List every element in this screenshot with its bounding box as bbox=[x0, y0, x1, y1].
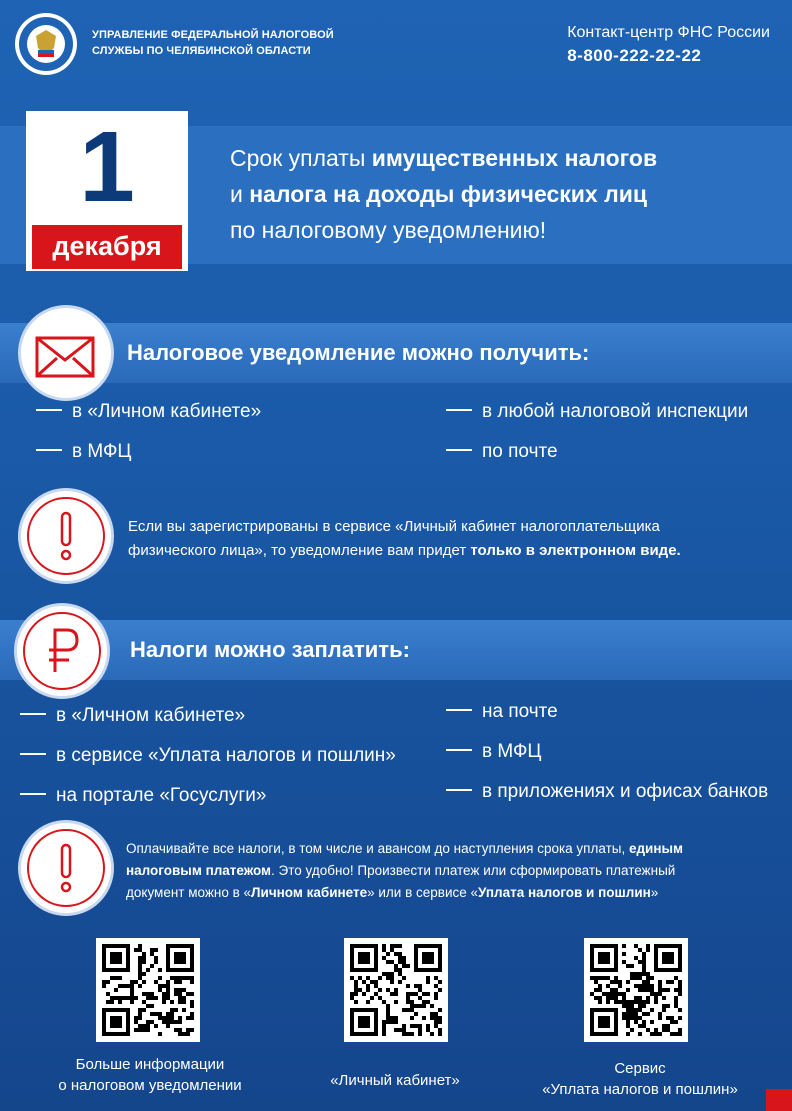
deadline-line-2 bbox=[230, 176, 657, 212]
qr-caption-line-1: «Личный кабинет» bbox=[330, 1072, 460, 1089]
notice-single-payment bbox=[126, 838, 683, 904]
deadline-line-1-prefix: Срок уплаты bbox=[230, 145, 372, 171]
qr-code-icon[interactable] bbox=[96, 938, 200, 1042]
deadline-line-2-bold: налога на доходы физических лиц bbox=[249, 181, 647, 207]
corner-accent bbox=[766, 1089, 792, 1111]
notice-2-line-3-d: Уплата налогов и пошлин bbox=[478, 885, 651, 900]
receive-list-right bbox=[446, 392, 748, 472]
list-item bbox=[20, 776, 396, 816]
fns-emblem-icon bbox=[14, 12, 78, 76]
list-item bbox=[20, 736, 396, 776]
dash-icon bbox=[446, 709, 472, 711]
list-item-label: в МФЦ bbox=[482, 741, 542, 762]
list-item-label: на почте bbox=[482, 701, 558, 722]
notice-2-line-2 bbox=[126, 860, 683, 882]
ruble-icon bbox=[14, 603, 110, 699]
qr-caption-service bbox=[520, 1058, 760, 1100]
org-line-1: УПРАВЛЕНИЕ ФЕДЕРАЛЬНОЙ НАЛОГОВОЙ bbox=[92, 29, 334, 41]
list-item-label: в «Личном кабинете» bbox=[56, 705, 246, 726]
list-item-label: в приложениях и офисах банков bbox=[482, 781, 769, 802]
list-item bbox=[446, 432, 748, 472]
dash-icon bbox=[446, 749, 472, 751]
qr-code-icon[interactable] bbox=[584, 938, 688, 1042]
qr-caption-line-1: Сервис bbox=[614, 1060, 666, 1077]
qr-caption-line-2: о налоговом уведомлении bbox=[58, 1077, 242, 1094]
org-line-2: СЛУЖБЫ ПО ЧЕЛЯБИНСКОЙ ОБЛАСТИ bbox=[92, 45, 311, 57]
deadline-line-2-prefix: и bbox=[230, 181, 250, 207]
list-item-label: на портале «Госуслуги» bbox=[56, 785, 267, 806]
notice-2-line-3-c: » или в сервисе « bbox=[367, 885, 479, 900]
receive-title: Налоговое уведомление можно получить: bbox=[127, 340, 590, 365]
notice-2-line-1 bbox=[126, 838, 683, 860]
notice-1-line-1: Если вы зарегистрированы в сервисе «Личный кабинет налогоплательщика bbox=[128, 518, 660, 535]
list-item bbox=[446, 732, 768, 772]
dash-icon bbox=[446, 409, 472, 411]
pay-title: Налоги можно заплатить: bbox=[130, 637, 410, 662]
list-item bbox=[20, 696, 396, 736]
list-item-label: в любой налоговой инспекции bbox=[482, 401, 749, 422]
list-item bbox=[36, 392, 261, 432]
dash-icon bbox=[20, 753, 46, 755]
list-item-label: по почте bbox=[482, 441, 558, 462]
notice-2-line-3-a: документ можно в « bbox=[126, 885, 252, 900]
dash-icon bbox=[36, 409, 62, 411]
notice-2-line-2-text: . Это удобно! Произвести платеж или сформировать платежный bbox=[271, 863, 676, 878]
list-item-label: в «Личном кабинете» bbox=[72, 401, 262, 422]
exclamation-icon bbox=[18, 820, 114, 916]
qr-caption-cabinet bbox=[290, 1070, 500, 1091]
pay-list-right bbox=[446, 692, 768, 812]
list-item bbox=[446, 692, 768, 732]
header bbox=[0, 0, 792, 90]
notice-1-line-2-prefix: физического лица», то уведомление вам придет bbox=[128, 542, 471, 559]
notice-2-line-3-e: » bbox=[650, 885, 659, 900]
deadline-line-3: по налоговому уведомлению! bbox=[230, 217, 547, 243]
notice-2-line-1-bold: единым bbox=[628, 841, 684, 856]
qr-caption-line-2: «Уплата налогов и пошлин» bbox=[542, 1081, 738, 1098]
envelope-icon bbox=[18, 305, 114, 401]
notice-2-line-3-b: Личном кабинете bbox=[251, 885, 368, 900]
contact-title: Контакт-центр ФНС России bbox=[567, 24, 770, 41]
notice-2-line-3 bbox=[126, 882, 683, 904]
dash-icon bbox=[446, 789, 472, 791]
deadline-text bbox=[230, 140, 657, 248]
organization-name bbox=[92, 27, 334, 59]
notice-2-line-2-bold: налоговым платежом bbox=[126, 863, 272, 878]
dash-icon bbox=[20, 793, 46, 795]
receive-list-left bbox=[36, 392, 261, 472]
date-card bbox=[26, 111, 188, 271]
contact-center bbox=[567, 22, 770, 68]
list-item bbox=[446, 392, 748, 432]
qr-code-icon[interactable] bbox=[344, 938, 448, 1042]
notice-2-line-1-text: Оплачивайте все налоги, в том числе и авансом до наступления срока уплаты, bbox=[126, 841, 629, 856]
date-day: 1 bbox=[79, 111, 135, 223]
notice-1-line-2-bold: только в электронном виде. bbox=[470, 542, 681, 559]
notice-electronic bbox=[128, 515, 681, 563]
notice-1-line-2 bbox=[128, 539, 681, 563]
deadline-line-1 bbox=[230, 140, 657, 176]
dash-icon bbox=[446, 449, 472, 451]
dash-icon bbox=[36, 449, 62, 451]
pay-list-left bbox=[20, 696, 396, 816]
list-item-label: в сервисе «Уплата налогов и пошлин» bbox=[56, 745, 396, 766]
qr-caption-line-1: Больше информации bbox=[75, 1056, 225, 1073]
list-item-label: в МФЦ bbox=[72, 441, 132, 462]
list-item bbox=[36, 432, 261, 472]
dash-icon bbox=[20, 713, 46, 715]
exclamation-icon bbox=[18, 488, 114, 584]
qr-caption-notice bbox=[30, 1054, 270, 1096]
contact-phone[interactable]: 8-800-222-22-22 bbox=[567, 46, 702, 65]
list-item bbox=[446, 772, 768, 812]
date-month: декабря bbox=[32, 225, 182, 269]
deadline-line-1-bold: имущественных налогов bbox=[371, 145, 658, 171]
